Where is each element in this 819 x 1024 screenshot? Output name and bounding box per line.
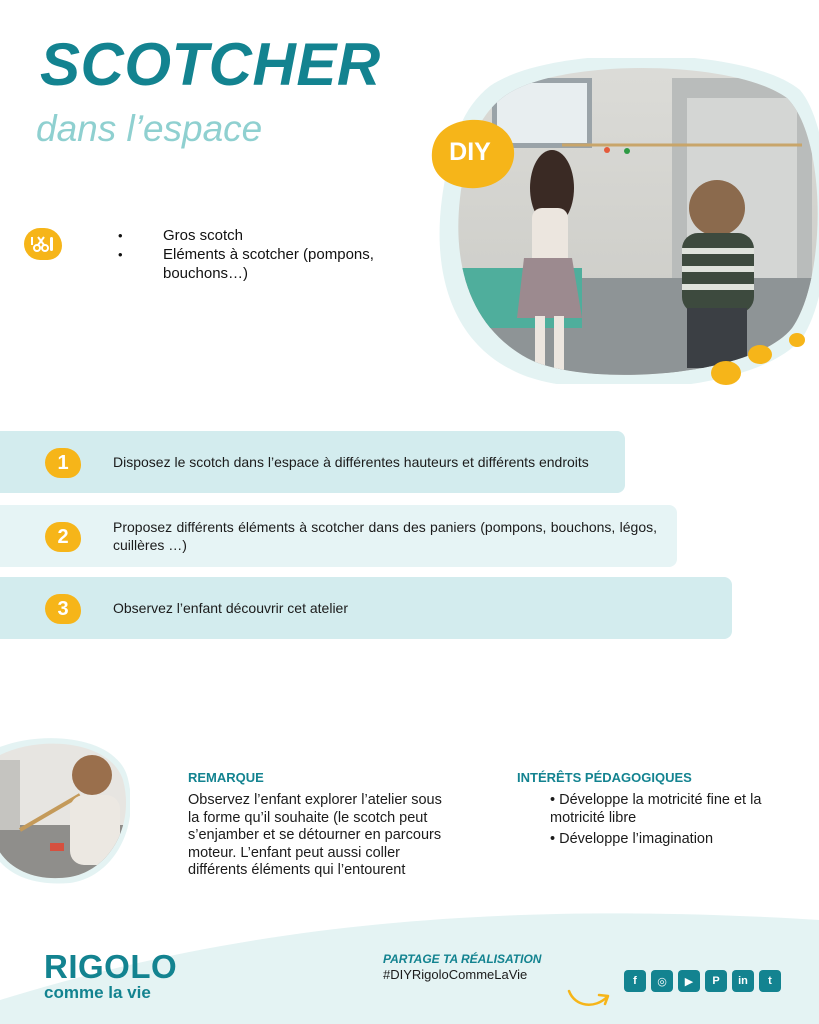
decorative-dot	[711, 361, 741, 385]
step-text: Proposez différents éléments à scotcher dans des paniers (pompons, bouchons, légos, cuillères …)	[113, 519, 657, 553]
step-text: Observez l’enfant découvrir cet atelier	[113, 600, 348, 616]
remark-title: REMARQUE	[188, 770, 264, 785]
curved-arrow-icon	[565, 985, 613, 1011]
page-subtitle: dans l’espace	[36, 108, 263, 149]
instagram-icon[interactable]: ◎	[651, 970, 673, 992]
diy-label: DIY	[449, 138, 491, 166]
facebook-icon[interactable]: f	[624, 970, 646, 992]
linkedin-icon[interactable]: in	[732, 970, 754, 992]
list-item: • Gros scotch	[118, 226, 418, 245]
decorative-dot	[789, 333, 805, 347]
scissors-glyph-icon	[30, 234, 56, 254]
interests-title: INTÉRÊTS PÉDAGOGIQUES	[517, 770, 692, 785]
step-number: 1	[45, 448, 81, 478]
decorative-dot	[748, 345, 772, 364]
step-2	[0, 505, 677, 567]
youtube-icon[interactable]: ▶	[678, 970, 700, 992]
list-item: • Développe la motricité fine et la motricité libre	[550, 792, 762, 826]
child-photo	[0, 735, 130, 885]
hashtag: #DIYRigoloCommeLaVie	[383, 967, 528, 982]
pinterest-icon[interactable]: P	[705, 970, 727, 992]
share-title: PARTAGE TA RÉALISATION	[383, 952, 542, 966]
step-text: Disposez le scotch dans l’espace à différentes hauteurs et différents endroits	[113, 454, 589, 470]
list-item: • Eléments à scotcher (pompons, bouchons…)	[118, 245, 418, 283]
scissors-tools-icon	[24, 228, 62, 260]
twitter-icon[interactable]: t	[759, 970, 781, 992]
step-3	[0, 577, 732, 639]
social-links	[624, 970, 781, 992]
step-1	[0, 431, 625, 493]
page-title: SCOTCHER	[40, 31, 381, 98]
remark-text: Observez l’enfant explorer l’atelier sous la forme qu’il souhaite (le scotch peut s’enjamber et se détourner en parcours moteur. L’enfant peut aussi coller différents éléments qui l’entourent	[188, 792, 442, 878]
materials-list	[118, 226, 418, 283]
activity-photo	[432, 58, 819, 384]
brand-logo[interactable]: RIGOLO	[44, 948, 178, 985]
interests-list	[550, 792, 780, 853]
step-number: 2	[45, 522, 81, 552]
step-number: 3	[45, 594, 81, 624]
brand-tagline: comme la vie	[44, 983, 151, 1002]
list-item: • Développe l’imagination	[550, 831, 714, 847]
